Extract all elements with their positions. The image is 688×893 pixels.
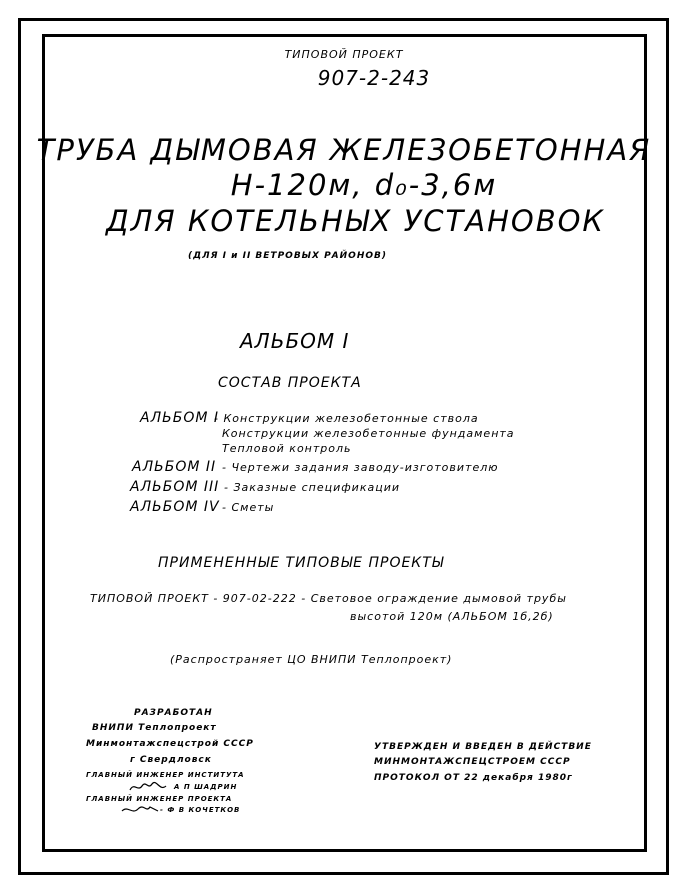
applied-line-1: ТИПОВОЙ ПРОЕКТ - 907-02-222 - Световое ограждение дымовой трубы: [90, 592, 567, 605]
chief-engineer-institute-name: А П ШАДРИН: [174, 783, 238, 791]
album-2-line-1: - Чертежи задания заводу-изготовителю: [222, 461, 499, 474]
distributor: (Распространяет ЦО ВНИПИ Теплопроект): [170, 653, 453, 666]
applied-heading: ПРИМЕНЕННЫЕ ТИПОВЫЕ ПРОЕКТЫ: [158, 555, 445, 571]
album-2-label: АЛЬБОМ II: [132, 459, 217, 475]
developer-line-2: ВНИПИ Теплопроект: [92, 723, 217, 733]
developer-line-3: Минмонтажспецстрой СССР: [86, 739, 254, 749]
album-1-line-3: Тепловой контроль: [222, 442, 352, 455]
title-line-3: ДЛЯ КОТЕЛЬНЫХ УСТАНОВОК: [106, 204, 606, 238]
applied-line-2: высотой 120м (АЛЬБОМ 1б,2б): [350, 610, 554, 623]
album-4-label: АЛЬБОМ IV: [130, 499, 220, 515]
album-heading: АЛЬБОМ I: [240, 329, 350, 353]
signature-kochetkov-icon: [120, 803, 160, 820]
developer-line-1: РАЗРАБОТАН: [134, 708, 213, 718]
album-1-line-1: - Конструкции железобетонные ствола: [214, 412, 479, 425]
chief-engineer-project: ГЛАВНЫЙ ИНЖЕНЕР ПРОЕКТА: [86, 795, 233, 803]
approval-line-2: МИНМОНТАЖСПЕЦСТРОЕМ СССР: [374, 757, 571, 767]
subtitle: (ДЛЯ I и II ВЕТРОВЫХ РАЙОНОВ): [188, 251, 387, 261]
approval-line-3: ПРОТОКОЛ ОТ 22 декабря 1980г: [374, 773, 573, 783]
project-number: 907-2-243: [317, 66, 431, 90]
developer-line-4: г Свердловск: [130, 755, 212, 765]
chief-engineer-institute: ГЛАВНЫЙ ИНЖЕНЕР ИНСТИТУТА: [86, 771, 245, 779]
album-4-line-1: - Сметы: [222, 501, 275, 514]
type-label: ТИПОВОЙ ПРОЕКТ: [284, 48, 404, 61]
title-line-2: Н-120м, d₀-3,6м: [230, 168, 498, 202]
composition-heading: СОСТАВ ПРОЕКТА: [218, 375, 362, 391]
album-3-label: АЛЬБОМ III: [130, 479, 220, 495]
album-3-line-1: - Заказные спецификации: [224, 481, 401, 494]
album-1-line-2: Конструкции железобетонные фундамента: [222, 427, 515, 440]
album-1-label: АЛЬБОМ I: [140, 410, 219, 426]
chief-engineer-project-name: - Ф В КОЧЕТКОВ: [160, 806, 241, 814]
title-line-1: ТРУБА ДЫМОВАЯ ЖЕЛЕЗОБЕТОННАЯ: [36, 133, 652, 167]
approval-line-1: УТВЕРЖДЕН И ВВЕДЕН В ДЕЙСТВИЕ: [374, 742, 592, 752]
